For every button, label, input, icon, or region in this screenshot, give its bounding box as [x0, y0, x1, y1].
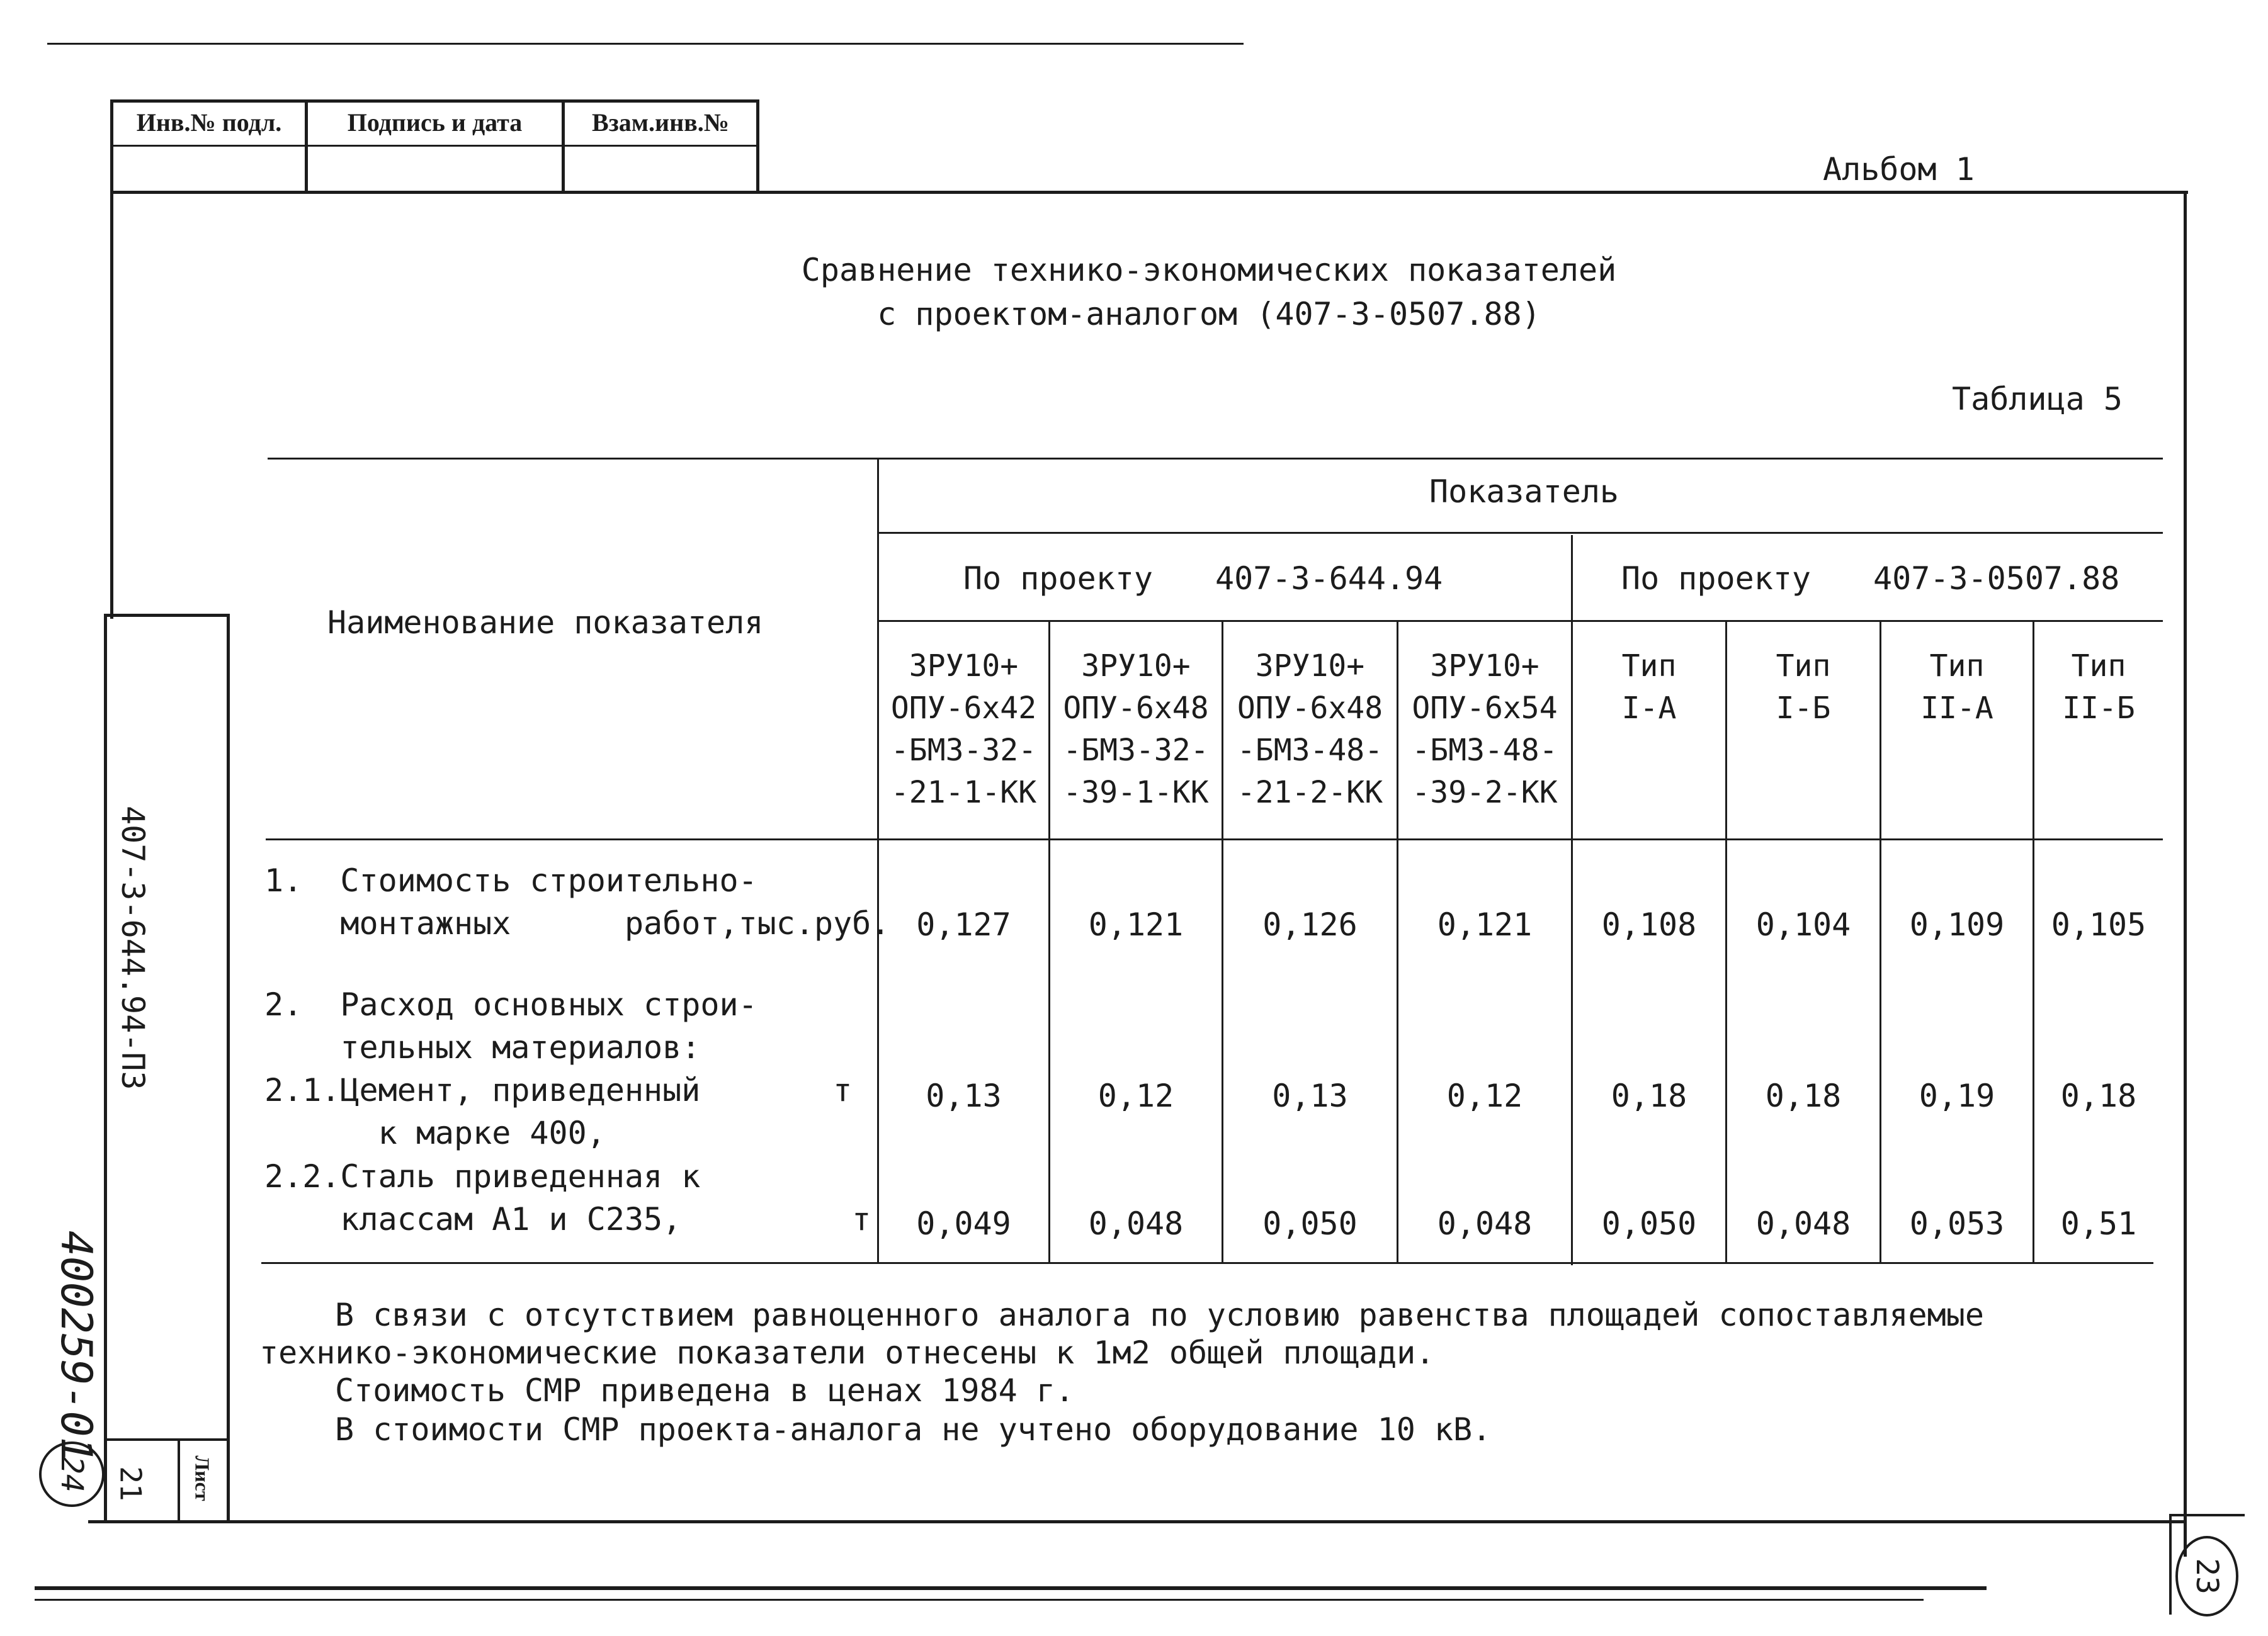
row-label: 2. Расход основных строи- тельных материалов:: [264, 986, 757, 1066]
cell-value: 0,048: [1437, 1205, 1533, 1242]
subcol-header: Тип I-А: [1621, 648, 1677, 726]
subcol-header: ЗРУ10+ ОПУ-6х48 -БМЗ-48- -21-2-КК: [1237, 648, 1383, 810]
subcol-header: ЗРУ10+ ОПУ-6х42 -БМЗ-32- -21-1-КК: [890, 648, 1037, 810]
title-line-2: с проектом-аналогом (407-3-0507.88): [877, 296, 1541, 332]
cell-value: 0,12: [1446, 1078, 1523, 1114]
page-number: 23: [2189, 1558, 2225, 1594]
cell-value: 0,105: [2051, 906, 2146, 943]
cell-value: 0,12: [1097, 1078, 1174, 1114]
cell-value: 0,048: [1088, 1205, 1184, 1242]
stamp-podpis-data: Подпись и дата: [347, 108, 523, 137]
note-line: Стоимость СМР приведена в ценах 1984 г.: [335, 1372, 1074, 1409]
cell-value: 0,19: [1919, 1078, 1995, 1114]
subcol-header: Тип I-Б: [1776, 648, 1831, 726]
cell-value: 0,18: [2060, 1078, 2137, 1114]
project2-label: По проекту: [1621, 560, 1812, 597]
project1-label: По проекту: [963, 560, 1154, 597]
archive-circle-mark: [39, 1441, 105, 1507]
cell-value: 0,18: [1765, 1078, 1842, 1114]
subcol-header: Тип II-Б: [2062, 648, 2135, 726]
cell-value: 0,18: [1611, 1078, 1687, 1114]
subcol-header: ЗРУ10+ ОПУ-6х54 -БМЗ-48- -39-2-КК: [1412, 648, 1558, 810]
cell-value: 0,049: [916, 1205, 1011, 1242]
sheet-label: Лист: [191, 1455, 214, 1501]
archive-number: 400259-01: [51, 1231, 101, 1463]
row-label: 2.1.Цемент, приведенный т к марке 400,: [264, 1072, 853, 1151]
page-corner-line: [2169, 1514, 2245, 1516]
stamp-inv-podl: Инв.№ подл.: [136, 108, 282, 137]
cell-value: 0,127: [916, 906, 1011, 943]
frame-bottom: [88, 1520, 2187, 1523]
bottom-edge-line: [35, 1599, 1924, 1601]
project1-code: 407-3-644.94: [1215, 560, 1443, 597]
page-number-circle: [2175, 1536, 2238, 1616]
cell-value: 0,121: [1088, 906, 1184, 943]
subcol-header: Тип II-А: [1920, 648, 1993, 726]
cell-value: 0,048: [1755, 1205, 1851, 1242]
col-name-header: Наименование показателя: [327, 604, 764, 641]
side-doc-code: 407-3-644.94-ПЗ: [115, 806, 151, 1090]
note-line: В стоимости СМР проекта-аналога не учтено оборудование 10 кВ.: [335, 1411, 1492, 1448]
cell-value: 0,108: [1601, 906, 1697, 943]
note-line: технико-экономические показатели отнесены к 1м2 общей площади.: [259, 1334, 1435, 1371]
cell-value: 0,050: [1262, 1205, 1358, 1242]
project2-code: 407-3-0507.88: [1873, 560, 2120, 597]
bottom-edge-line: [35, 1586, 1987, 1590]
note-line: В связи с отсутствием равноценного аналога по условию равенства площадей сопоставляемые: [335, 1297, 1984, 1333]
sheet-number: 21: [113, 1466, 148, 1501]
album-label: Альбом 1: [1823, 151, 1975, 188]
frame-top: [110, 191, 2188, 194]
indicator-header: Показатель: [1429, 473, 1619, 510]
frame-right: [2184, 191, 2187, 1557]
frame-left: [110, 191, 113, 619]
top-edge-line: [47, 43, 1244, 45]
cell-value: 0,104: [1755, 906, 1851, 943]
archive-circle-number: 24: [54, 1456, 89, 1492]
cell-value: 0,121: [1437, 906, 1533, 943]
cell-value: 0,13: [926, 1078, 1002, 1114]
cell-value: 0,050: [1601, 1205, 1697, 1242]
row-label: 1. Стоимость строительно- монтажных работ,тыс.руб.: [264, 862, 890, 942]
cell-value: 0,053: [1909, 1205, 2005, 1242]
row-label: 2.2.Сталь приведенная к классам А1 и С235, т: [264, 1158, 871, 1238]
cell-value: 0,13: [1272, 1078, 1348, 1114]
table-label: Таблица 5: [1952, 381, 2123, 417]
title-line-1: Сравнение технико-экономических показателей: [801, 252, 1617, 288]
subcol-header: ЗРУ10+ ОПУ-6х48 -БМЗ-32- -39-1-КК: [1063, 648, 1209, 810]
cell-value: 0,109: [1909, 906, 2005, 943]
cell-value: 0,51: [2060, 1205, 2137, 1242]
stamp-vzam-inv: Взам.инв.№: [592, 108, 729, 137]
cell-value: 0,126: [1262, 906, 1358, 943]
